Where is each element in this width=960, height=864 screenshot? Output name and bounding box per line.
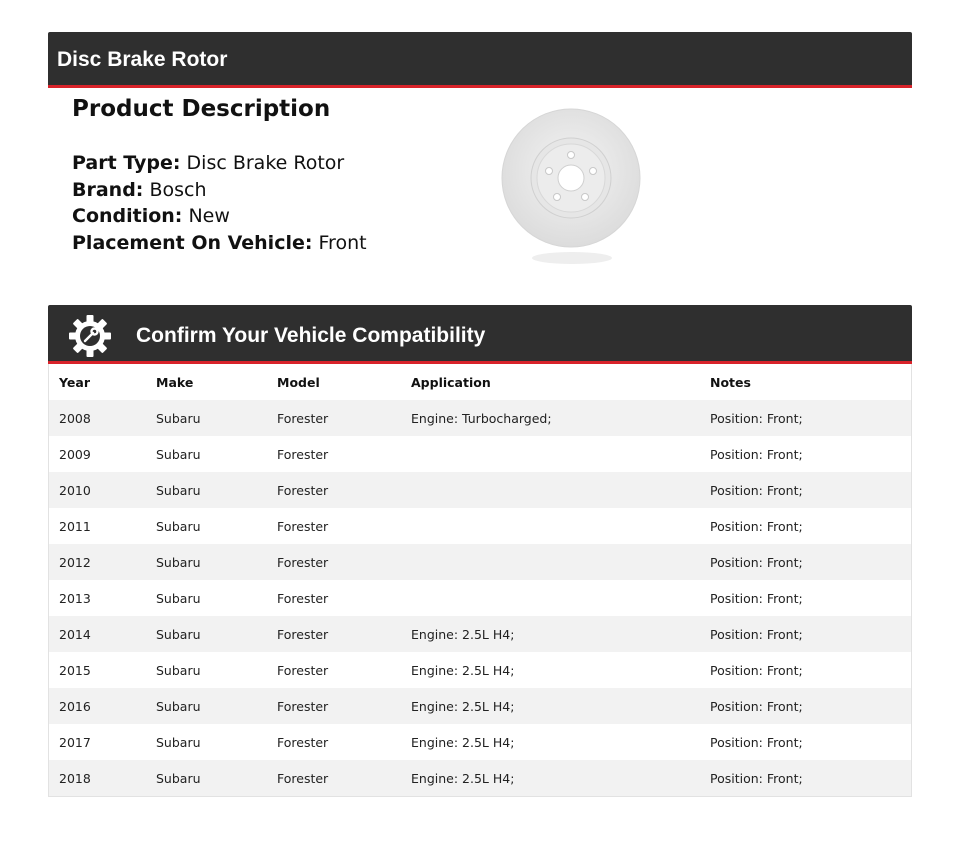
gear-wrench-icon: [68, 314, 112, 358]
spec-part-type: [72, 150, 367, 177]
cell-make: Subaru: [156, 770, 201, 786]
cell-make: Subaru: [156, 626, 201, 642]
cell-notes: Position: Front;: [710, 410, 803, 426]
product-title: Disc Brake Rotor: [57, 48, 228, 71]
cell-model: Forester: [277, 734, 329, 750]
table-row: [49, 652, 911, 688]
spec-key: Part Type:: [72, 152, 181, 174]
brake-rotor-image: [500, 106, 642, 268]
cell-application: Engine: 2.5L H4;: [411, 698, 515, 714]
table-row: [49, 436, 911, 472]
table-row: [49, 508, 911, 544]
cell-notes: Position: Front;: [710, 770, 803, 786]
table-row: [49, 760, 911, 796]
cell-model: Forester: [277, 770, 329, 786]
spec-key: Placement On Vehicle:: [72, 231, 313, 254]
cell-notes: Position: Front;: [710, 590, 803, 606]
cell-make: Subaru: [156, 662, 201, 678]
cell-application: Engine: 2.5L H4;: [411, 626, 515, 642]
table-row: [49, 724, 911, 760]
table-row: [49, 580, 911, 616]
column-header-make: Make: [156, 374, 194, 390]
cell-application: [401, 580, 700, 616]
table-row: [49, 688, 911, 724]
spec-brand: [72, 177, 367, 204]
cell-model: Forester: [277, 698, 329, 714]
cell-make: Subaru: [156, 482, 201, 498]
column-header-notes: Notes: [710, 374, 751, 390]
cell-year: 2008: [59, 410, 91, 426]
cell-make: Subaru: [156, 410, 201, 426]
spec-value: Front: [318, 231, 367, 254]
table-row: [49, 400, 911, 436]
compatibility-header-bar: [48, 305, 912, 364]
cell-year: 2010: [59, 482, 91, 498]
cell-application: Engine: 2.5L H4;: [411, 662, 515, 678]
cell-notes: Position: Front;: [710, 698, 803, 714]
cell-make: Subaru: [156, 734, 201, 750]
cell-model: Forester: [277, 518, 329, 534]
spec-placement: [72, 230, 367, 257]
cell-make: Subaru: [156, 446, 201, 462]
cell-notes: Position: Front;: [710, 518, 803, 534]
cell-model: Forester: [277, 626, 329, 642]
cell-application: [401, 508, 700, 544]
cell-notes: Position: Front;: [710, 734, 803, 750]
cell-year: 2017: [59, 734, 91, 750]
cell-application: [401, 472, 700, 508]
spec-value: Disc Brake Rotor: [186, 152, 345, 174]
cell-notes: Position: Front;: [710, 662, 803, 678]
cell-model: Forester: [277, 590, 329, 606]
cell-make: Subaru: [156, 590, 201, 606]
cell-notes: Position: Front;: [710, 482, 803, 498]
cell-year: 2016: [59, 698, 91, 714]
spec-key: Condition:: [72, 205, 183, 227]
spec-list: [72, 150, 367, 256]
cell-year: 2014: [59, 626, 91, 642]
spec-condition: [72, 203, 367, 230]
cell-model: Forester: [277, 662, 329, 678]
compatibility-title: Confirm Your Vehicle Compatibility: [136, 324, 486, 347]
cell-model: Forester: [277, 446, 329, 462]
cell-application: [401, 436, 700, 472]
cell-notes: Position: Front;: [710, 626, 803, 642]
cell-application: Engine: 2.5L H4;: [411, 734, 515, 750]
cell-notes: Position: Front;: [710, 554, 803, 570]
table-row: [49, 616, 911, 652]
cell-model: Forester: [277, 554, 329, 570]
cell-year: 2015: [59, 662, 91, 678]
cell-application: Engine: 2.5L H4;: [411, 770, 515, 786]
table-row: [49, 472, 911, 508]
column-header-model: Model: [277, 374, 320, 390]
cell-application: Engine: Turbocharged;: [411, 410, 552, 426]
spec-value: New: [188, 205, 230, 227]
column-header-application: Application: [411, 374, 491, 390]
column-header-year: Year: [59, 374, 90, 390]
cell-year: 2018: [59, 770, 91, 786]
cell-year: 2009: [59, 446, 91, 462]
cell-year: 2011: [59, 518, 91, 534]
cell-make: Subaru: [156, 698, 201, 714]
spec-key: Brand:: [72, 178, 144, 201]
cell-year: 2012: [59, 554, 91, 570]
table-header-row: [49, 364, 911, 400]
cell-make: Subaru: [156, 518, 201, 534]
product-title-bar: [48, 32, 912, 88]
table-row: [49, 544, 911, 580]
cell-notes: Position: Front;: [710, 446, 803, 462]
cell-year: 2013: [59, 590, 91, 606]
description-heading: Product Description: [72, 96, 331, 122]
compatibility-table: [48, 364, 912, 797]
cell-make: Subaru: [156, 554, 201, 570]
cell-model: Forester: [277, 482, 329, 498]
spec-value: Bosch: [149, 178, 207, 201]
cell-application: [401, 544, 700, 580]
cell-model: Forester: [277, 410, 329, 426]
